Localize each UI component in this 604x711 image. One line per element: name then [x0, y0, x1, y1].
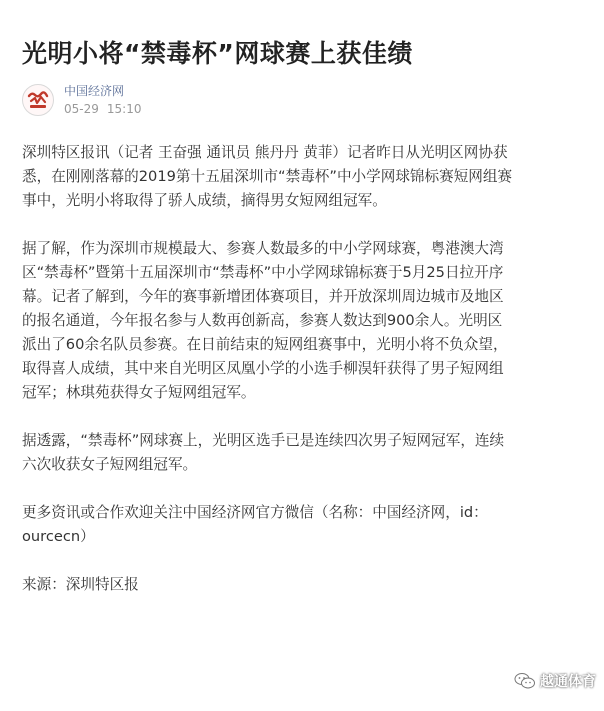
paragraph-line: 据透露，“禁毒杯”网球赛上，光明区选手已是连续四次男子短网冠军，连续	[22, 432, 505, 449]
paragraph-line: 来源：深圳特区报	[22, 576, 139, 593]
paragraph	[22, 573, 587, 597]
paragraph-line: 取得喜人成绩，其中来自光明区凤凰小学的小选手柳淏轩获得了男子短网组	[22, 360, 504, 377]
paragraph	[22, 501, 587, 549]
paragraph-line: 据了解，作为深圳市规模最大、参赛人数最多的中小学网球赛，粤港澳大湾	[22, 240, 504, 257]
chinaeconet-logo-icon[interactable]	[22, 84, 54, 116]
meta-text	[64, 83, 141, 117]
paragraph-line: 派出了60余名队员参赛。在日前结束的短网组赛事中，光明小将不负众望，	[22, 336, 508, 353]
paragraph-line: 悉，在刚刚落幕的2019第十五届深圳市“禁毒杯”中小学网球锦标赛短网组赛	[22, 168, 513, 185]
paragraph-line: 深圳特区报讯（记者 王奋强 通讯员 熊丹丹 黄菲）记者昨日从光明区网协获	[22, 144, 508, 161]
paragraph	[22, 141, 587, 213]
paragraph	[22, 237, 587, 405]
paragraph-line: 幕。记者了解到，今年的赛事新增团体赛项目，并开放深圳周边城市及地区	[22, 288, 504, 305]
paragraph-line: 冠军；林琪苑获得女子短网组冠军。	[22, 384, 256, 401]
watermark	[514, 671, 596, 691]
paragraph-line: 六次收获女子短网组冠军。	[22, 456, 198, 473]
wechat-icon	[514, 672, 536, 690]
article-meta	[22, 82, 141, 118]
publish-date: 05-29	[64, 102, 99, 116]
paragraph-line: ourcecn）	[22, 528, 95, 545]
source-link[interactable]: 中国经济网	[64, 84, 125, 98]
publish-datetime	[64, 101, 141, 117]
article-title: 光明小将“禁毒杯”网球赛上获佳绩	[22, 39, 413, 68]
article-body	[22, 141, 587, 621]
paragraph-line: 更多资讯或合作欢迎关注中国经济网官方微信（名称：中国经济网，id：	[22, 504, 488, 521]
publish-time: 15:10	[106, 102, 142, 116]
paragraph-line: 区“禁毒杯”暨第十五届深圳市“禁毒杯”中小学网球锦标赛于5月25日拉开序	[22, 264, 504, 281]
paragraph-line: 事中，光明小将取得了骄人成绩，摘得男女短网组冠军。	[22, 192, 387, 209]
paragraph	[22, 429, 587, 477]
watermark-text: 越通体育	[540, 674, 596, 690]
paragraph-line: 的报名通道，今年报名参与人数再创新高，参赛人数达到900余人。光明区	[22, 312, 503, 329]
